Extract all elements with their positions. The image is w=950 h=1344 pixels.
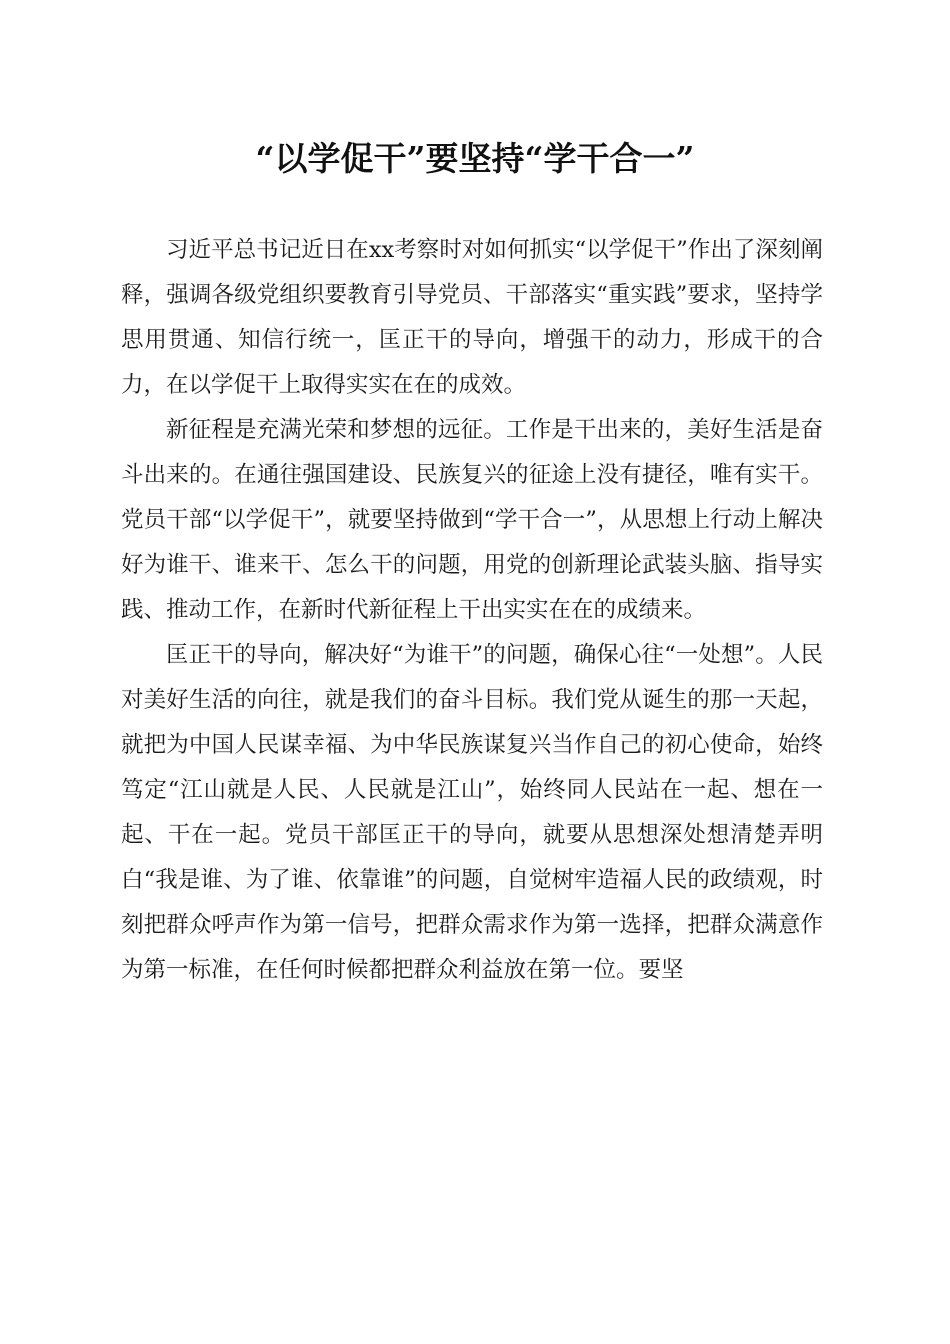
document-body <box>121 228 823 993</box>
paragraph-3: 匡正干的导向，解决好“为谁干”的问题，确保心往“一处想”。人民对美好生活的向往，就是我们的奋斗目标。我们党从诞生的那一天起，就把为中国人民谋幸福、为中华民族谋复兴当作自己的初心使命，始终笃定“江山就是人民、人民就是江山”，始终同人民站在一起、想在一起、干在一起。党员干部匡正干的导向，就要从思想深处想清楚弄明白“我是谁、为了谁、依靠谁”的问题，自觉树牢造福人民的政绩观，时刻把群众呼声作为第一信号，把群众需求作为第一选择，把群众满意作为第一标准，在任何时候都把群众利益放在第一位。要坚 <box>121 642 823 983</box>
paragraph-2: 新征程是充满光荣和梦想的远征。工作是干出来的，美好生活是奋斗出来的。在通往强国建设、民族复兴的征途上没有捷径，唯有实干。党员干部“以学促干”，就要坚持做到“学干合一”，从思想上行动上解决好为谁干、谁来干、怎么干的问题，用党的创新理论武装头脑、指导实践、推动工作，在新时代新征程上干出实实在在的成绩来。 <box>121 417 823 623</box>
paragraph-1: 习近平总书记近日在xx考察时对如何抓实“以学促干”作出了深刻阐释，强调各级党组织要教育引导党员、干部落实“重实践”要求，坚持学思用贯通、知信行统一，匡正干的导向，增强干的动力，形成干的合力，在以学促干上取得实实在在的成效。 <box>121 237 823 398</box>
document-title: “以学促干”要坚持“学干合一” <box>255 139 695 178</box>
